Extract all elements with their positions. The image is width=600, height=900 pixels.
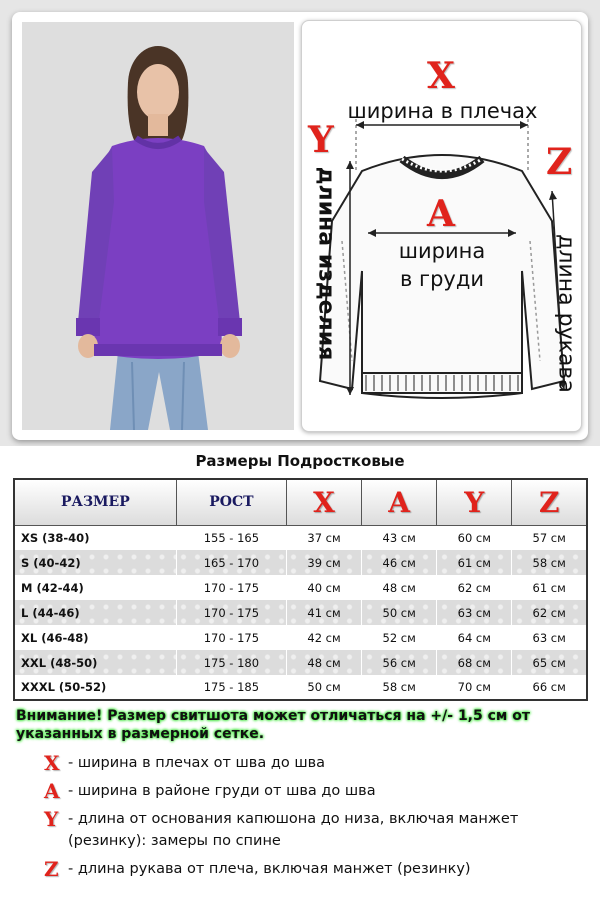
legend-item-z xyxy=(44,858,584,880)
legend-letter: Z xyxy=(44,857,59,881)
header-z: Z xyxy=(512,479,587,525)
legend-item-a xyxy=(44,780,584,802)
table-row xyxy=(14,625,587,650)
header-x: X xyxy=(286,479,361,525)
cell-z: 58 см xyxy=(512,550,587,575)
size-section xyxy=(0,446,600,900)
z-letter: Z xyxy=(546,141,573,183)
size-table-header xyxy=(14,479,587,525)
cell-a: 50 см xyxy=(362,600,437,625)
cell-x: 42 см xyxy=(286,625,361,650)
cell-x: 37 см xyxy=(286,525,361,550)
legend-text: - длина от основания капюшона до низа, включая манжет (резинку): замеры по спине xyxy=(68,811,519,849)
table-row xyxy=(14,600,587,625)
header-a: A xyxy=(362,479,437,525)
legend-text: - ширина в районе груди от шва до шва xyxy=(68,783,376,799)
cell-a: 58 см xyxy=(362,675,437,700)
header-y: Y xyxy=(437,479,512,525)
cell-a: 48 см xyxy=(362,575,437,600)
cell-height: 165 - 170 xyxy=(176,550,286,575)
cell-height: 175 - 185 xyxy=(176,675,286,700)
table-row xyxy=(14,575,587,600)
a-label-line-2: в груди xyxy=(399,267,484,291)
x-letter: X xyxy=(427,55,455,97)
cell-z: 62 см xyxy=(512,600,587,625)
measurement-diagram xyxy=(301,20,582,432)
cell-size: L (44-46) xyxy=(14,600,176,625)
legend xyxy=(44,752,584,886)
x-label: ширина в плечах xyxy=(347,99,538,123)
y-label: длина изделия xyxy=(313,166,339,361)
cell-size: S (40-42) xyxy=(14,550,176,575)
legend-item-y xyxy=(44,808,584,852)
cell-y: 61 см xyxy=(437,550,512,575)
cell-x: 50 см xyxy=(286,675,361,700)
cell-size: XS (38-40) xyxy=(14,525,176,550)
cell-y: 60 см xyxy=(437,525,512,550)
cell-x: 41 см xyxy=(286,600,361,625)
table-row xyxy=(14,650,587,675)
cell-a: 56 см xyxy=(362,650,437,675)
cell-y: 62 см xyxy=(437,575,512,600)
cell-a: 46 см xyxy=(362,550,437,575)
cell-a: 52 см xyxy=(362,625,437,650)
cell-y: 70 см xyxy=(437,675,512,700)
table-row xyxy=(14,525,587,550)
legend-item-x xyxy=(44,752,584,774)
header-size: РАЗМЕР xyxy=(14,479,176,525)
legend-letter: A xyxy=(44,779,60,803)
cell-height: 175 - 180 xyxy=(176,650,286,675)
cell-z: 66 см xyxy=(512,675,587,700)
cell-height: 170 - 175 xyxy=(176,625,286,650)
cell-y: 64 см xyxy=(437,625,512,650)
cell-x: 48 см xyxy=(286,650,361,675)
size-table xyxy=(13,478,588,701)
cell-z: 63 см xyxy=(512,625,587,650)
cell-a: 43 см xyxy=(362,525,437,550)
cell-size: M (42-44) xyxy=(14,575,176,600)
cell-y: 63 см xyxy=(437,600,512,625)
cell-size: XXL (48-50) xyxy=(14,650,176,675)
product-photo xyxy=(22,22,294,430)
cell-size: XXXL (50-52) xyxy=(14,675,176,700)
cell-z: 61 см xyxy=(512,575,587,600)
size-table-title: Размеры Подростковые xyxy=(195,452,405,470)
z-label: длина рукава xyxy=(553,234,579,393)
product-card xyxy=(12,12,588,440)
table-row xyxy=(14,550,587,575)
size-warning: Внимание! Размер свитшота может отличаться на +/- 1,5 см от указанных в размерной сетке. xyxy=(16,708,530,742)
table-row xyxy=(14,675,587,700)
cell-y: 68 см xyxy=(437,650,512,675)
cell-height: 170 - 175 xyxy=(176,575,286,600)
legend-text: - ширина в плечах от шва до шва xyxy=(68,755,326,771)
a-letter: A xyxy=(427,193,455,235)
y-letter: Y xyxy=(308,119,334,161)
cell-z: 65 см xyxy=(512,650,587,675)
cell-x: 39 см xyxy=(286,550,361,575)
legend-text: - длина рукава от плеча, включая манжет (резинку) xyxy=(68,861,471,877)
a-label-line-1: ширина xyxy=(398,239,486,263)
cell-height: 170 - 175 xyxy=(176,600,286,625)
cell-z: 57 см xyxy=(512,525,587,550)
legend-letter: X xyxy=(44,751,60,775)
model-in-sweatshirt-image xyxy=(22,22,294,430)
cell-x: 40 см xyxy=(286,575,361,600)
cell-height: 155 - 165 xyxy=(176,525,286,550)
legend-letter: Y xyxy=(44,807,59,831)
cell-size: XL (46-48) xyxy=(14,625,176,650)
header-height: РОСТ xyxy=(176,479,286,525)
